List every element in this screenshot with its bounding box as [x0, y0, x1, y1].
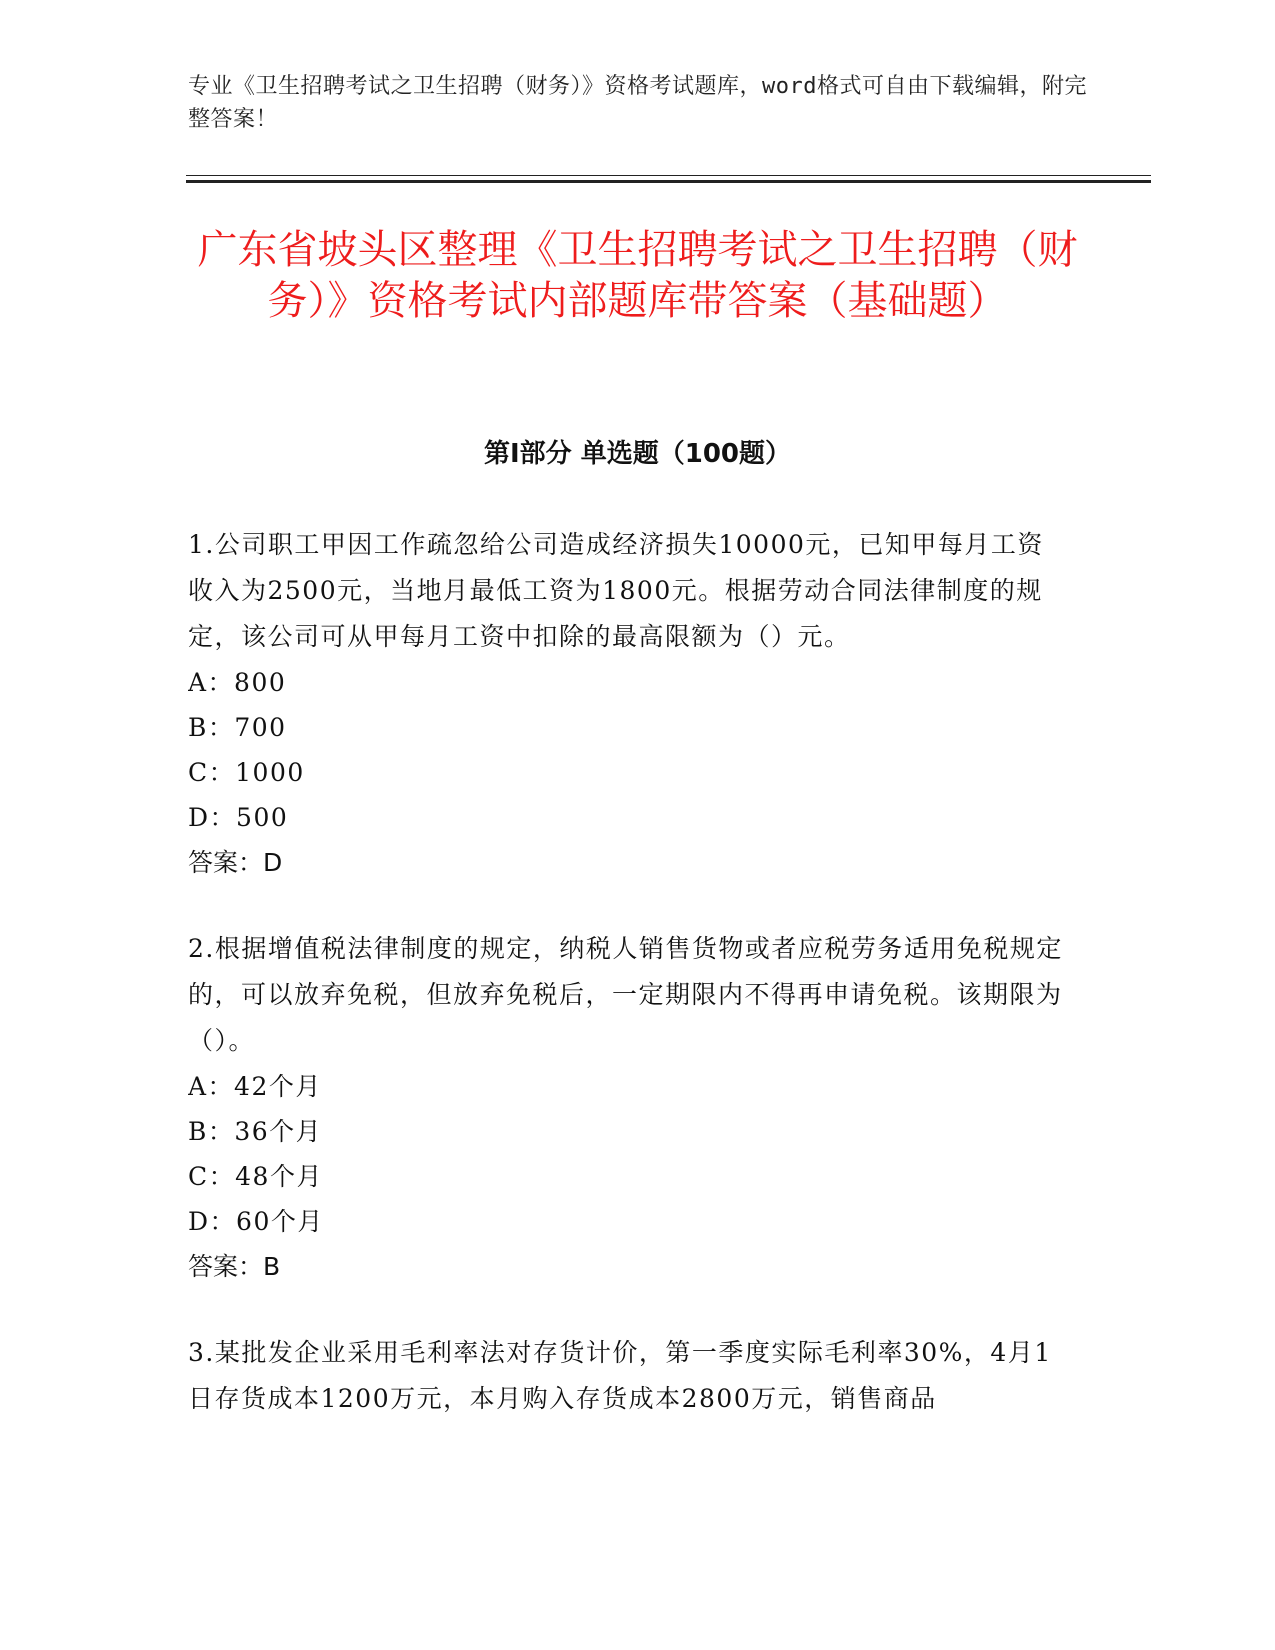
option-a: A：800	[188, 668, 287, 697]
document-title: 广东省坡头区整理《卫生招聘考试之卫生招聘（财务）》资格考试内部题库带答案（基础题）	[197, 227, 1078, 324]
option-b: B：36个月	[188, 1117, 323, 1146]
question-3	[188, 1330, 1068, 1422]
option-c: C：1000	[188, 758, 305, 787]
option-d: D：60个月	[188, 1207, 324, 1236]
option-b: B：700	[188, 713, 287, 742]
question-stem: 1.公司职工甲因工作疏忽给公司造成经济损失10000元，已知甲每月工资收入为2500元，当地月最低工资为1800元。根据劳动合同法律制度的规定，该公司可从甲每月工资中扣除的最高限额为（）元。	[188, 530, 1044, 651]
answer-line: 答案：D	[188, 848, 283, 877]
question-2	[188, 926, 1068, 1290]
question-stem: 2.根据增值税法律制度的规定，纳税人销售货物或者应税劳务适用免税规定的，可以放弃免税，但放弃免税后，一定期限内不得再申请免税。该期限为（）。	[188, 934, 1063, 1055]
header-divider-thick	[186, 180, 1151, 183]
question-stem: 3.某批发企业采用毛利率法对存货计价，第一季度实际毛利率30%，4月1日存货成本1200万元，本月购入存货成本2800万元，销售商品	[188, 1338, 1052, 1413]
header-divider-thin	[186, 175, 1151, 176]
header-note: 专业《卫生招聘考试之卫生招聘（财务）》资格考试题库，word格式可自由下载编辑，附完整答案！	[188, 74, 1087, 132]
option-a: A：42个月	[188, 1072, 322, 1101]
question-list	[188, 522, 1068, 1462]
answer-line: 答案：B	[188, 1252, 281, 1281]
option-c: C：48个月	[188, 1162, 323, 1191]
option-d: D：500	[188, 803, 289, 832]
question-1	[188, 522, 1068, 886]
section-title: 第I部分 单选题（100题）	[484, 439, 791, 469]
